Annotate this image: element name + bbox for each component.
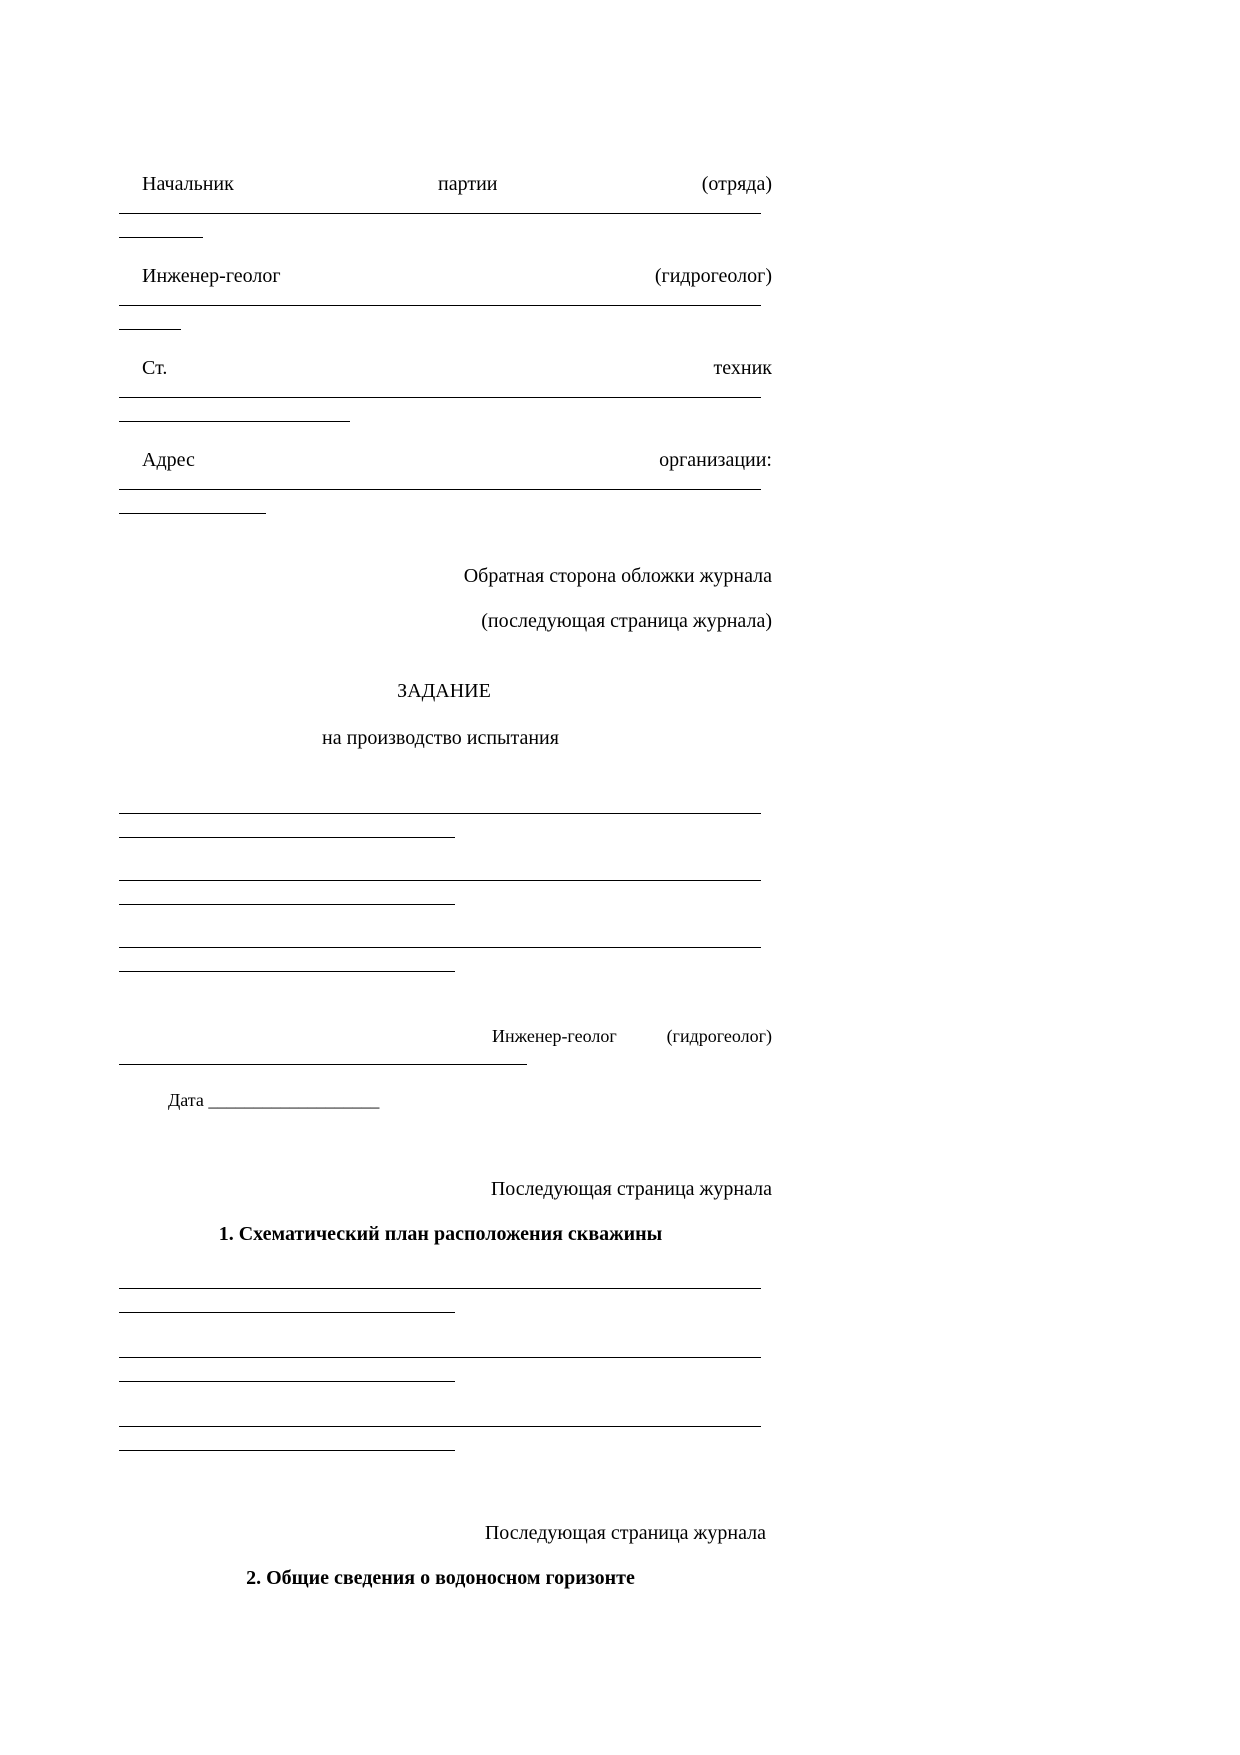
chief-signature-line-cont[interactable] <box>119 237 203 238</box>
task-line-3-cont[interactable] <box>119 971 455 972</box>
task-line-2-cont[interactable] <box>119 904 455 905</box>
technician-word-1: Ст. <box>142 357 168 379</box>
engineer-word-2: (гидрогеолог) <box>654 265 772 287</box>
engineer-signature-line-cont[interactable] <box>119 329 181 330</box>
task-line-1[interactable] <box>119 813 761 814</box>
section1-page-note: Последующая страница журнала <box>490 1178 772 1200</box>
address-word-1: Адрес <box>142 449 195 471</box>
address-line[interactable] <box>119 489 761 490</box>
chief-word-1: Начальник <box>142 173 234 195</box>
engineer-signature-row <box>142 264 772 288</box>
task-line-3[interactable] <box>119 947 761 948</box>
section2-page-note: Последующая страница журнала <box>484 1522 766 1544</box>
address-row <box>142 448 772 472</box>
technician-signature-row <box>142 356 772 380</box>
task-line-1-cont[interactable] <box>119 837 455 838</box>
chief-signature-row <box>142 172 772 196</box>
engineer-signature-line[interactable] <box>119 305 761 306</box>
task-engineer-word-1: Инженер-геолог <box>492 1026 617 1046</box>
section1-heading: 1. Схематический план расположения скважины <box>218 1223 663 1245</box>
section1-line-2[interactable] <box>119 1357 761 1358</box>
section1-line-1[interactable] <box>119 1288 761 1289</box>
section1-line-2-cont[interactable] <box>119 1381 455 1382</box>
chief-word-2: партии <box>438 173 498 195</box>
task-date: Дата ___________________ <box>168 1090 380 1110</box>
technician-signature-line-cont[interactable] <box>119 421 350 422</box>
back-cover-subnote: (последующая страница журнала) <box>481 610 772 632</box>
engineer-word-1: Инженер-геолог <box>142 265 281 287</box>
section1-line-3[interactable] <box>119 1426 761 1427</box>
chief-signature-line[interactable] <box>119 213 761 214</box>
task-line-2[interactable] <box>119 880 761 881</box>
task-title: ЗАДАНИЕ <box>397 680 491 702</box>
chief-word-3: (отряда) <box>701 173 772 195</box>
task-engineer-signature-line[interactable] <box>119 1064 527 1065</box>
back-cover-note: Обратная сторона обложки журнала <box>463 565 772 587</box>
technician-word-2: техник <box>713 357 772 379</box>
address-line-cont[interactable] <box>119 513 266 514</box>
task-engineer-word-2: (гидрогеолог) <box>666 1026 772 1046</box>
section1-line-1-cont[interactable] <box>119 1312 455 1313</box>
section1-line-3-cont[interactable] <box>119 1450 455 1451</box>
technician-signature-line[interactable] <box>119 397 761 398</box>
task-subtitle: на производство испытания <box>322 727 559 749</box>
address-word-2: организации: <box>659 449 772 471</box>
section2-heading: 2. Общие сведения о водоносном горизонте <box>246 1567 635 1589</box>
